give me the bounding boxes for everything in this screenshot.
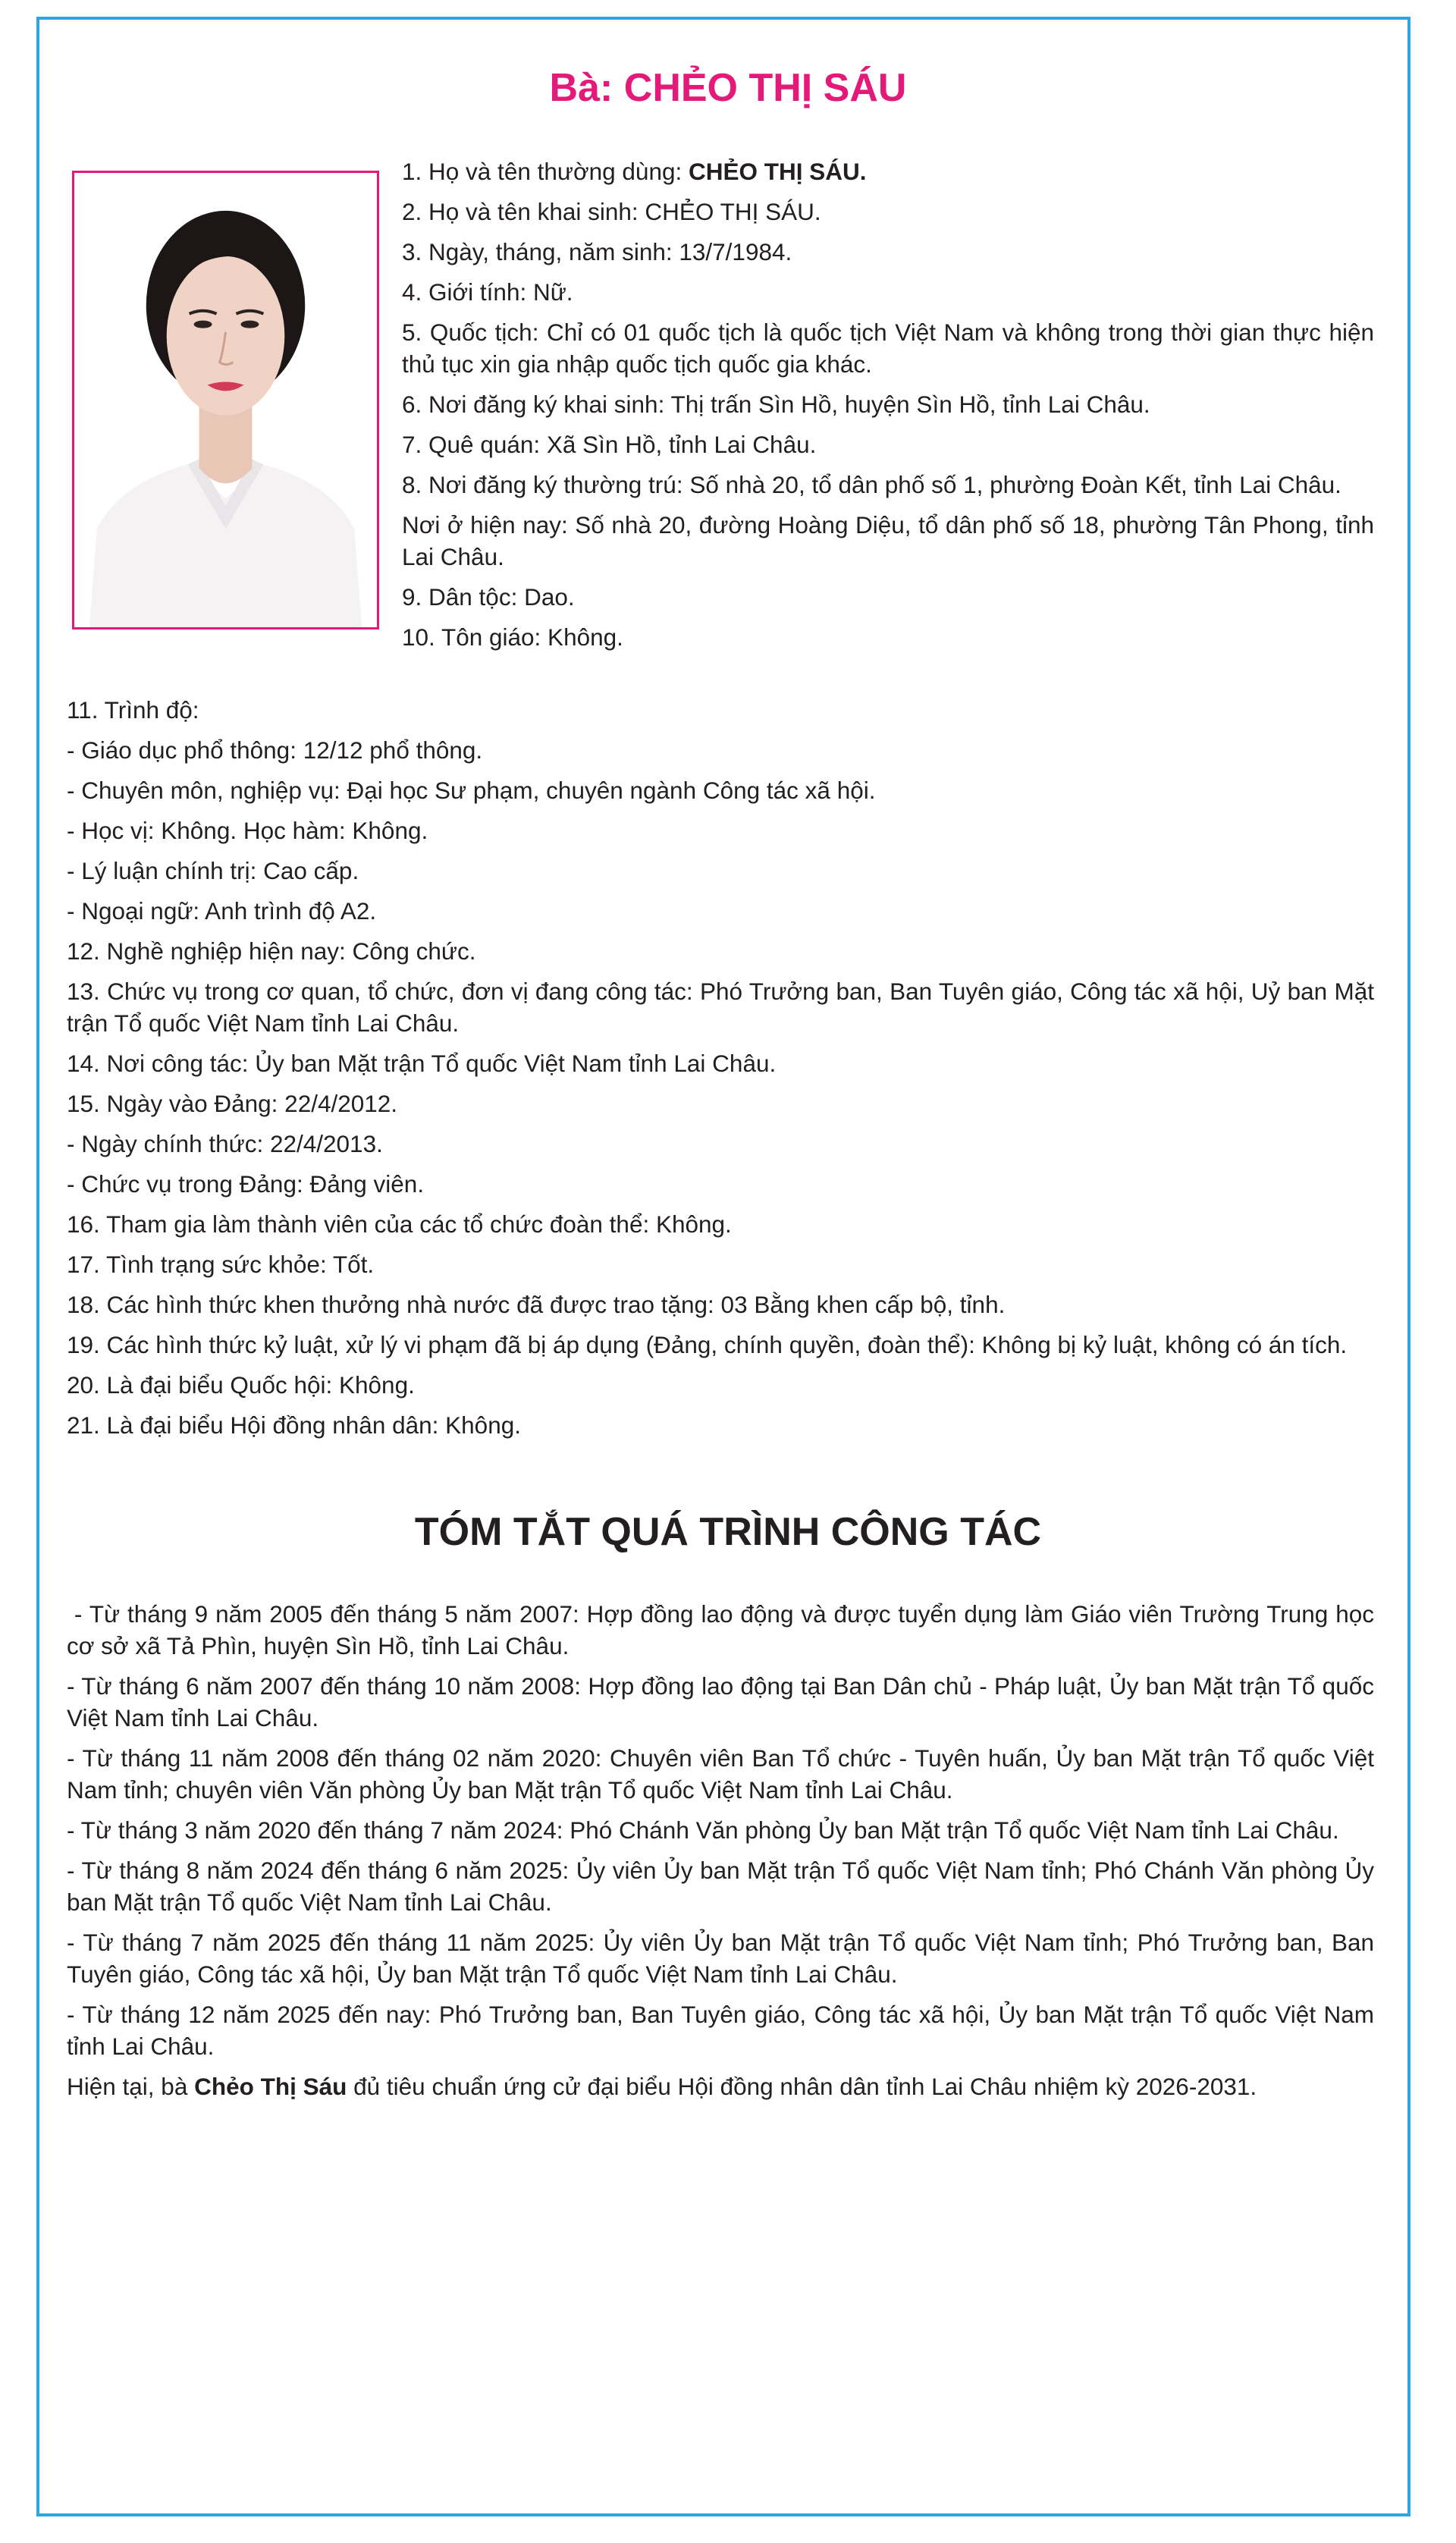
info-national-assembly: 20. Là đại biểu Quốc hội: Không. bbox=[67, 1371, 415, 1399]
career-item: - Từ tháng 11 năm 2008 đến tháng 02 năm 2020: Chuyên viên Ban Tổ chức - Tuyên huấn, Ủy ban Mặt trận Tổ quốc Việt Nam tỉnh; chuyên viên Văn phòng Ủy ban Mặt trận Tổ quốc Việt Nam tỉnh Lai Châu. bbox=[67, 1744, 1374, 1804]
info-hometown: 7. Quê quán: Xã Sìn Hồ, tỉnh Lai Châu. bbox=[402, 431, 817, 458]
career-item: - Từ tháng 6 năm 2007 đến tháng 10 năm 2008: Hợp đồng lao động tại Ban Dân chủ - Pháp luật, Ủy ban Mặt trận Tổ quốc Việt Nam tỉnh Lai Châu. bbox=[67, 1672, 1374, 1731]
info-permanent-residence: 8. Nơi đăng ký thường trú: Số nhà 20, tổ dân phố số 1, phường Đoàn Kết, tỉnh Lai Châu. bbox=[402, 471, 1341, 498]
info-gender: 4. Giới tính: Nữ. bbox=[402, 278, 573, 306]
conclusion-text: đủ tiêu chuẩn ứng cử đại biểu Hội đồng nhân dân tỉnh Lai Châu nhiệm kỳ 2026-2031. bbox=[347, 2073, 1257, 2100]
career-item: - Từ tháng 3 năm 2020 đến tháng 7 năm 2024: Phó Chánh Văn phòng Ủy ban Mặt trận Tổ quốc Việt Nam tỉnh Lai Châu. bbox=[67, 1816, 1339, 1844]
info-common-name-label: 1. Họ và tên thường dùng: bbox=[402, 158, 689, 185]
info-occupation: 12. Nghề nghiệp hiện nay: Công chức. bbox=[67, 937, 476, 965]
info-discipline: 19. Các hình thức kỷ luật, xử lý vi phạm đã bị áp dụng (Đảng, chính quyền, đoàn thể): Không bị kỷ luật, không có án tích. bbox=[67, 1331, 1348, 1358]
info-foreign-language: - Ngoại ngữ: Anh trình độ A2. bbox=[67, 897, 377, 925]
info-common-name-value: CHẺO THỊ SÁU. bbox=[689, 158, 867, 185]
info-nationality: 5. Quốc tịch: Chỉ có 01 quốc tịch là quốc tịch Việt Nam và không trong thời gian thực hiện thủ tục xin gia nhập quốc tịch quốc gia khác. bbox=[402, 319, 1374, 378]
info-position: 13. Chức vụ trong cơ quan, tổ chức, đơn vị đang công tác: Phó Trưởng ban, Ban Tuyên giáo, Công tác xã hội, Uỷ ban Mặt trận Tổ quốc Việt Nam tỉnh Lai Châu. bbox=[67, 978, 1374, 1037]
info-organizations: 16. Tham gia làm thành viên của các tổ chức đoàn thể: Không. bbox=[67, 1210, 732, 1238]
info-specialty: - Chuyên môn, nghiệp vụ: Đại học Sư phạm, chuyên ngành Công tác xã hội. bbox=[67, 777, 876, 804]
info-current-residence: Nơi ở hiện nay: Số nhà 20, đường Hoàng Diệu, tổ dân phố số 18, phường Tân Phong, tỉnh Lai Châu. bbox=[402, 511, 1374, 570]
conclusion-lead: Hiện tại, bà bbox=[67, 2073, 195, 2100]
info-religion: 10. Tôn giáo: Không. bbox=[402, 623, 623, 651]
info-birth-date: 3. Ngày, tháng, năm sinh: 13/7/1984. bbox=[402, 238, 792, 265]
career-conclusion bbox=[67, 2071, 1374, 2102]
info-awards: 18. Các hình thức khen thưởng nhà nước đã được trao tặng: 03 Bằng khen cấp bộ, tỉnh. bbox=[67, 1291, 1006, 1318]
career-item: - Từ tháng 7 năm 2025 đến tháng 11 năm 2025: Ủy viên Ủy ban Mặt trận Tổ quốc Việt Nam tỉnh; Phó Trưởng ban, Ban Tuyên giáo, Công tác xã hội, Ủy ban Mặt trận Tổ quốc Việt Nam tỉnh Lai Châu. bbox=[67, 1929, 1374, 1988]
career-item: - Từ tháng 12 năm 2025 đến nay: Phó Trưởng ban, Ban Tuyên giáo, Công tác xã hội, Ủy ban Mặt trận Tổ quốc Việt Nam tỉnh Lai Châu. bbox=[67, 2001, 1374, 2060]
conclusion-name: Chẻo Thị Sáu bbox=[194, 2073, 347, 2100]
career-item: - Từ tháng 8 năm 2024 đến tháng 6 năm 2025: Ủy viên Ủy ban Mặt trận Tổ quốc Việt Nam tỉnh; Phó Chánh Văn phòng Ủy ban Mặt trận Tổ quốc Việt Nam tỉnh Lai Châu. bbox=[67, 1857, 1374, 1916]
info-workplace: 14. Nơi công tác: Ủy ban Mặt trận Tổ quốc Việt Nam tỉnh Lai Châu. bbox=[67, 1050, 777, 1077]
career-heading: TÓM TẮT QUÁ TRÌNH CÔNG TÁC bbox=[414, 1510, 1042, 1554]
info-party-join-date: 15. Ngày vào Đảng: 22/4/2012. bbox=[67, 1090, 398, 1117]
career-item: - Từ tháng 9 năm 2005 đến tháng 5 năm 2007: Hợp đồng lao động và được tuyển dụng làm Giáo viên Trường Trung học cơ sở xã Tả Phìn, huyện Sìn Hồ, tỉnh Lai Châu. bbox=[67, 1600, 1381, 1659]
info-peoples-council: 21. Là đại biểu Hội đồng nhân dân: Không. bbox=[67, 1411, 521, 1439]
info-common-name bbox=[402, 155, 1374, 187]
info-party-position: - Chức vụ trong Đảng: Đảng viên. bbox=[67, 1170, 425, 1198]
portrait-image bbox=[74, 173, 377, 627]
info-degree: - Học vị: Không. Học hàm: Không. bbox=[67, 817, 428, 844]
info-party-official-date: - Ngày chính thức: 22/4/2013. bbox=[67, 1130, 383, 1157]
info-birth-name: 2. Họ và tên khai sinh: CHẺO THỊ SÁU. bbox=[402, 198, 821, 225]
page-title: Bà: CHẺO THỊ SÁU bbox=[549, 66, 907, 110]
personal-info-section bbox=[402, 155, 1374, 661]
info-general-education: - Giáo dục phổ thông: 12/12 phổ thông. bbox=[67, 736, 483, 764]
career-section bbox=[67, 1598, 1381, 2111]
details-section bbox=[67, 694, 1374, 1449]
info-ethnicity: 9. Dân tộc: Dao. bbox=[402, 583, 575, 611]
info-birth-registration: 6. Nơi đăng ký khai sinh: Thị trấn Sìn Hồ, huyện Sìn Hồ, tỉnh Lai Châu. bbox=[402, 391, 1150, 418]
info-health: 17. Tình trạng sức khỏe: Tốt. bbox=[67, 1251, 375, 1278]
info-political-theory: - Lý luận chính trị: Cao cấp. bbox=[67, 857, 359, 884]
portrait-photo bbox=[72, 171, 379, 629]
info-education: 11. Trình độ: bbox=[67, 696, 199, 724]
